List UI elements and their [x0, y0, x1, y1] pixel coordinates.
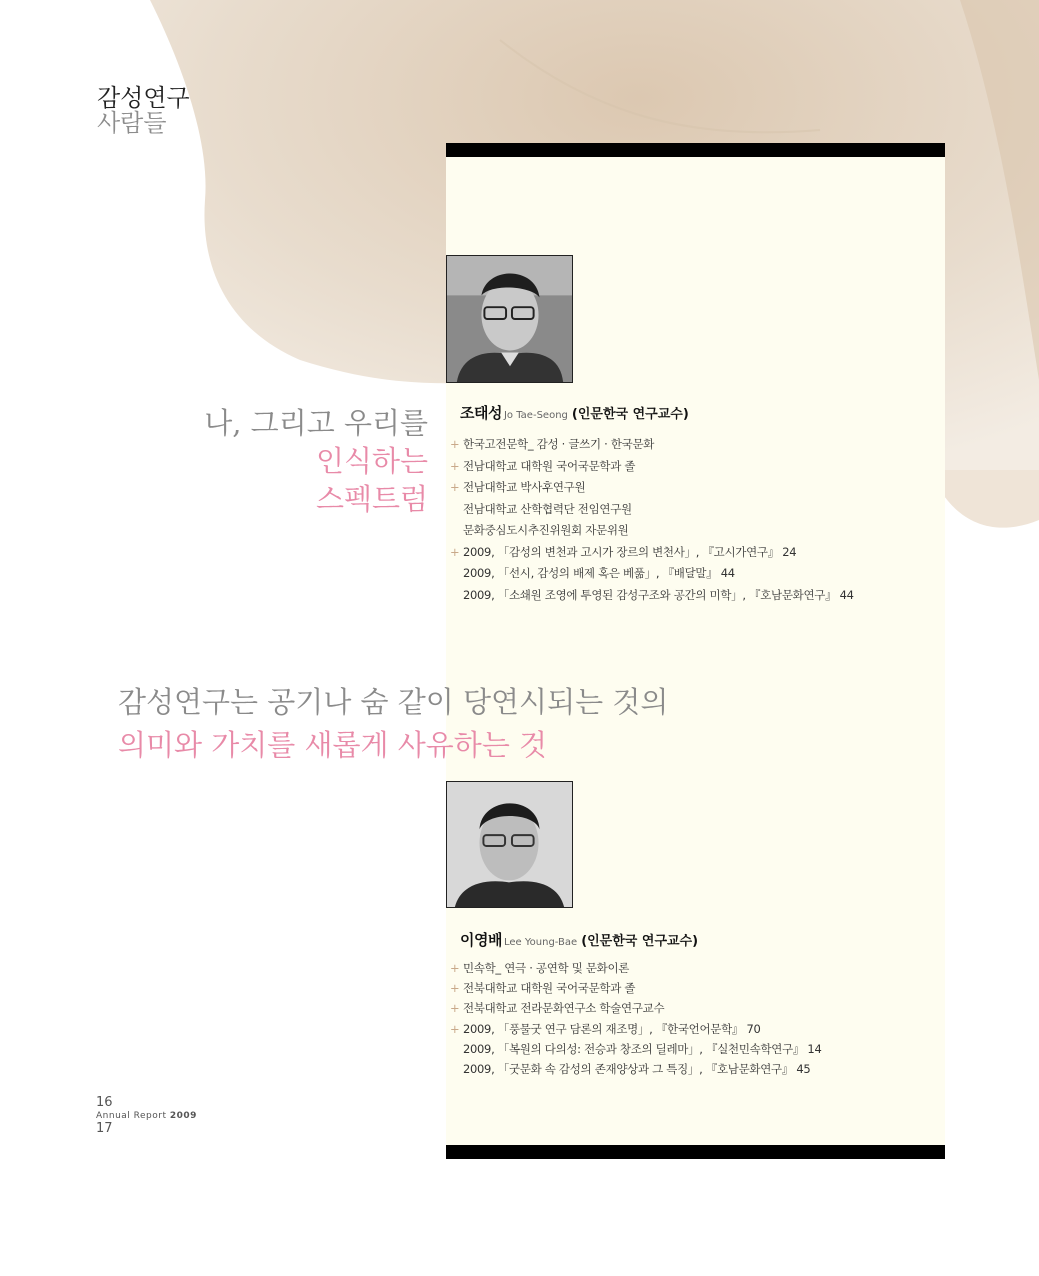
- plus-marker: +: [450, 458, 460, 473]
- pull-quote-line: 인식하는: [315, 444, 428, 478]
- plus-marker: +: [450, 961, 460, 975]
- person-role: (인문한국 연구교수): [581, 934, 699, 949]
- detail-item: 문화중심도시추진위원회 자문위원: [463, 523, 629, 537]
- person-role: (인문한국 연구교수): [571, 407, 689, 422]
- plus-marker: +: [450, 981, 460, 996]
- pull-quote-line: 스펙트럼: [315, 482, 428, 516]
- detail-item: + 전남대학교 대학원 국어국문학과 졸: [450, 456, 854, 478]
- detail-item: + 전북대학교 전라문화연구소 학술연구교수: [450, 998, 821, 1018]
- section-header: [97, 86, 190, 136]
- page-number-left: 16: [96, 1095, 113, 1110]
- profile-details-lee: [450, 958, 821, 1079]
- korean-name: 이영배: [460, 931, 502, 949]
- detail-item: 2009, 「복원의 다의성: 전승과 창조의 딜레마」, 『실천민속학연구』 14: [463, 1041, 822, 1056]
- panel-bottom-bar: [446, 1145, 945, 1159]
- portrait-photo-lee: [446, 781, 573, 908]
- page-footer: [96, 1095, 197, 1137]
- pull-quote-line: 감성연구는 공기나 숨 같이 당연시되는 것의: [118, 685, 669, 719]
- detail-item: + 한국고전문학_ 감성 · 글쓰기 · 한국문화: [450, 434, 854, 456]
- plus-marker: +: [450, 544, 460, 559]
- english-name: Jo Tae-Seong: [503, 410, 568, 421]
- pull-quote-line: 의미와 가치를 새롭게 사유하는 것: [118, 728, 548, 762]
- section-subtitle: 사람들: [97, 109, 167, 138]
- person-name-jo: [460, 402, 689, 423]
- detail-item: + 전북대학교 대학원 국어국문학과 졸: [450, 978, 821, 998]
- detail-item: 2009, 「소쇄원 조영에 투영된 감성구조와 공간의 미학」, 『호남문화연구』 44: [463, 587, 854, 602]
- english-name: Lee Young-Bae: [503, 937, 578, 948]
- detail-item: + 민속학_ 연극 · 공연학 및 문화이론: [450, 958, 821, 978]
- portrait-photo-jo: [446, 255, 573, 383]
- plus-marker: +: [450, 1001, 460, 1016]
- pull-quote-line: 나, 그리고 우리를: [204, 406, 428, 440]
- plus-marker: +: [450, 437, 460, 451]
- panel-top-bar: [446, 143, 945, 157]
- plus-marker: +: [450, 480, 460, 494]
- detail-item: 2009, 「선시, 감성의 배제 혹은 베풂」, 『배달말』 44: [463, 566, 735, 580]
- profile-details-jo: [450, 434, 854, 606]
- person-name-lee: [460, 929, 698, 950]
- korean-name: 조태성: [460, 404, 502, 422]
- pull-quote-spectrum: [204, 404, 428, 518]
- detail-item: + 2009, 「감성의 변천과 고시가 장르의 변천사」, 『고시가연구』 24: [450, 542, 854, 564]
- report-year: 2009: [169, 1110, 197, 1121]
- report-label: Annual Report 2009: [96, 1110, 197, 1121]
- detail-item: 전남대학교 산학협력단 전임연구원: [463, 501, 632, 516]
- section-title: 감성연구: [97, 84, 190, 112]
- detail-item: + 2009, 「풍물굿 연구 담론의 재조명」, 『한국언어문학』 70: [450, 1019, 821, 1039]
- page-number-right: 17: [96, 1121, 113, 1137]
- detail-item: + 전남대학교 박사후연구원: [450, 477, 854, 499]
- plus-marker: +: [450, 1021, 460, 1036]
- detail-item: 2009, 「굿문화 속 감성의 존재양상과 그 특징」, 『호남문화연구』 45: [463, 1062, 811, 1077]
- pull-quote-research: [118, 681, 668, 767]
